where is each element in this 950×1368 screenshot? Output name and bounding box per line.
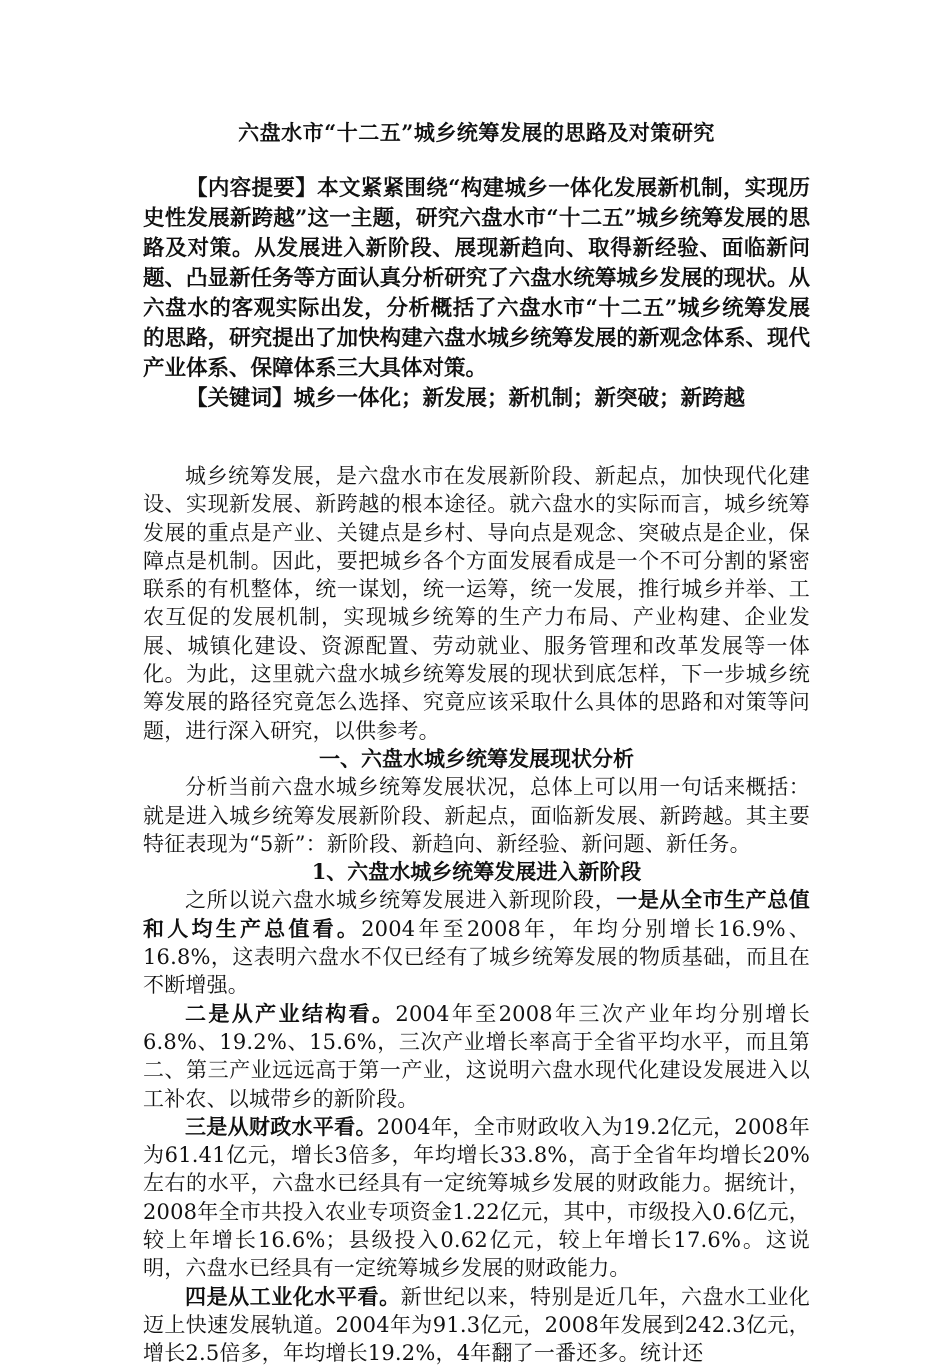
point-4-lead: 四是从工业化水平看。	[185, 1283, 401, 1309]
point-3-lead: 三是从财政水平看。	[185, 1113, 377, 1139]
point-1-lead: 一是从全市生产总值和人均生产总值看。	[143, 887, 810, 941]
document-title: 六盘水市“十二五”城乡统筹发展的思路及对策研究	[238, 120, 715, 145]
point-1-pre: 之所以说六盘水城乡统筹发展进入新现阶段，	[185, 888, 617, 913]
section1-intro-paragraph: 分析当前六盘水城乡统筹发展状况，总体上可以用一句话来概括：就是进入城乡统筹发展新阶段、新起点，面临新发展、新跨越。其主要特征表现为“5新”：新阶段、新趋向、新经验、新问题、新任务。	[143, 775, 810, 856]
abstract-paragraph	[143, 174, 810, 384]
keywords-text: 城乡一体化；新发展；新机制；新突破；新跨越	[293, 386, 746, 411]
point-2-text: 2004年至2008年三次产业年均分别增长6.8%、19.2%、15.6%，三次产业增长率高于全省平均水平，而且第二、第三产业远远高于第一产业，这说明六盘水现代化建设发展进入以工补农、以城带乡的新阶段。	[143, 1001, 810, 1111]
keywords-label: 【关键词】	[186, 386, 294, 411]
section-spacer	[143, 414, 810, 462]
paragraph-point-4	[143, 1283, 810, 1368]
subsection-heading-1: 1、六盘水城乡统筹发展进入新阶段	[311, 859, 642, 885]
paragraph-point-3	[143, 1113, 810, 1283]
point-3-text: 2004年，全市财政收入为19.2亿元，2008年为61.41亿元，增长3倍多，年均增长33.8%，高于全省年均增长20%左右的水平，六盘水已经具有一定统筹城乡发展的财政能力。据统计，2008年全市共投入农业专项资金1.22亿元，其中，市级投入0.6亿元，较上年增长16.6%；县级投入0.62亿元，较上年增长17.6%。这说明，六盘水已经具有一定统筹城乡发展的财政能力。	[143, 1114, 810, 1281]
point-2-lead: 二是从产业结构看。	[185, 1000, 396, 1026]
paragraph-point-2	[143, 1000, 810, 1113]
paragraph-point-1	[143, 886, 810, 999]
abstract-label: 【内容提要】	[186, 176, 318, 201]
abstract-text: 本文紧紧围绕“构建城乡一体化发展新机制，实现历史性发展新跨越”这一主题，研究六盘水市“十二五”城乡统筹发展的思路及对策。从发展进入新阶段、展现新趋向、取得新经验、面临新问题、凸显新任务等方面认真分析研究了六盘水统筹城乡发展的现状。从六盘水的客观实际出发，分析概括了六盘水市“十二五”城乡统筹发展的思路，研究提出了加快构建六盘水城乡统筹发展的新观念体系、现代产业体系、保障体系三大具体对策。	[143, 176, 810, 381]
section-heading-1: 一、六盘水城乡统筹发展现状分析	[319, 745, 634, 771]
keywords-paragraph	[143, 384, 810, 414]
intro-paragraph: 城乡统筹发展，是六盘水市在发展新阶段、新起点，加快现代化建设、实现新发展、新跨越的根本途径。就六盘水的实际而言，城乡统筹发展的重点是产业、关键点是乡村、导向点是观念、突破点是企业，保障点是机制。因此，要把城乡各个方面发展看成是一个不可分割的紧密联系的有机整体，统一谋划，统一运筹，统一发展，推行城乡并举、工农互促的发展机制，实现城乡统筹的生产力布局、产业构建、企业发展、城镇化建设、资源配置、劳动就业、服务管理和改革发展等一体化。为此，这里就六盘水城乡统筹发展的现状到底怎样，下一步城乡统筹发展的路径究竟怎么选择、究竟应该采取什么具体的思路和对策等问题，进行深入研究，以供参考。	[143, 464, 810, 743]
point-4-text: 新世纪以来，特别是近几年，六盘水工业化迈上快速发展轨道。2004年为91.3亿元，2008年发展到242.3亿元，增长2.5倍多，年均增长19.2%，4年翻了一番还多。统计还	[143, 1284, 810, 1366]
point-1-text: 2004年至2008年，年均分别增长16.9%、16.8%，这表明六盘水不仅已经有了城乡统筹发展的物质基础，而且在不断增强。	[143, 916, 810, 998]
